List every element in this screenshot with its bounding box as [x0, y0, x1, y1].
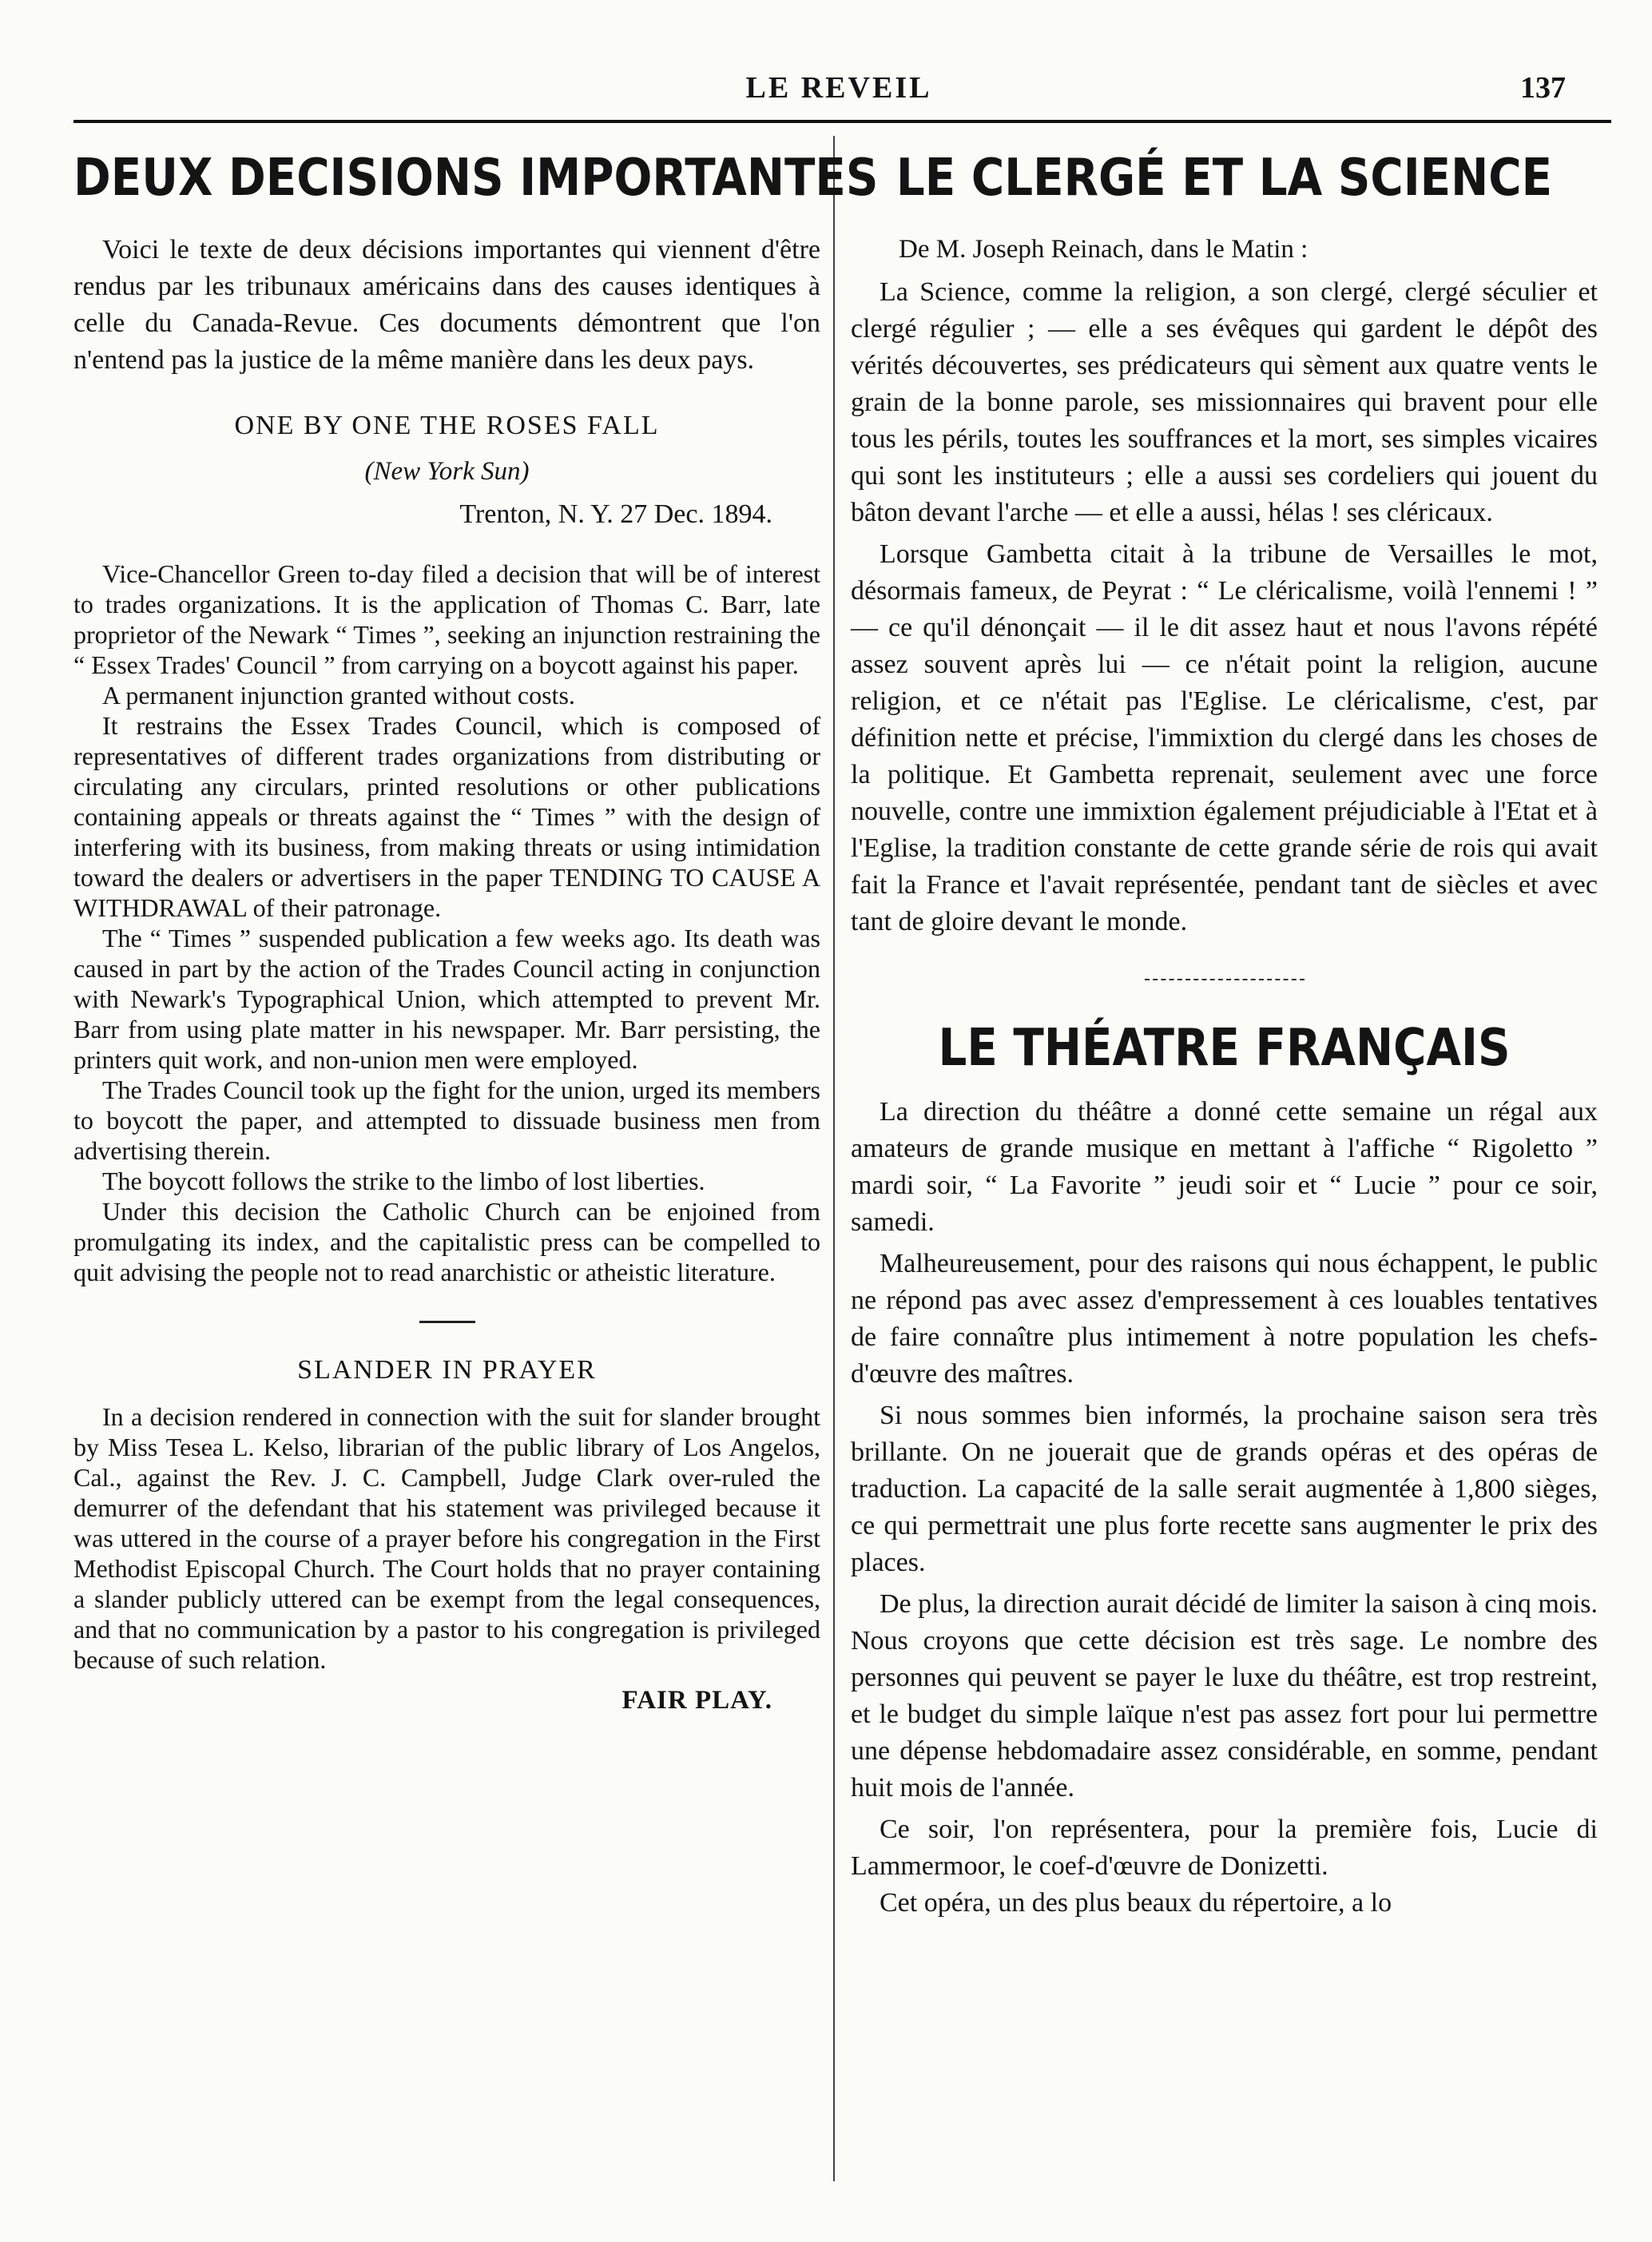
article-paragraph: Lorsque Gambetta citait à la tribune de Versailles le mot, désormais fameux, de Peyrat : “ Le cléricalisme, voilà l'ennemi ! ” — ce qu'il dénonçait — il le dit assez haut et nous l'avons répété assez souvent après lui — ce n'était point la religion, aucune religion, et ce n'était pas l'Eglise. Le cléricalisme, c'est, par définition nette et précise, l'immixtion du clergé dans les choses de la politique. Et Gambetta reprenait, seulement avec une force nouvelle, contre une immixtion également préjudiciable à l'Etat et à l'Eglise, la tradition constante de cette grande série de rois qui avait fait la France et l'avait représentée, pendant tant de siècles et avec tant de gloire devant le monde. [851, 539, 1598, 936]
page-number: 137 [1520, 71, 1566, 105]
article-paragraph: The boycott follows the strike to the limbo of lost liberties. [102, 1167, 705, 1195]
column-divider [833, 136, 835, 2181]
article-paragraph: La direction du théâtre a donné cette semaine un régal aux amateurs de grande musique en mettant à l'affiche “ Rigoletto ” mardi soir, “ La Favorite ” jeudi soir et “ Lucie ” pour ce soir, samedi. [851, 1097, 1598, 1237]
section-separator [419, 1321, 475, 1323]
header-rule [73, 120, 1611, 123]
article-source: (New York Sun) [364, 457, 530, 486]
signature: FAIR PLAY. [621, 1686, 772, 1715]
article-paragraph: In a decision rendered in connection with the suit for slander brought by Miss Tesea L. Kelso, librarian of the public library of Los Angelos, Cal., against the Rev. J. C. Campbell, Judge Clark over-ruled the demurrer of the defendant that his statement was privileged because it was uttered in the course of a prayer before his congregation in the First Methodist Episcopal Church. The Court holds that no prayer containing a slander publicly uttered can be exempt from the legal consequences, and that no communication by a pastor to his congregation is privileged because of such relation. [73, 1402, 820, 1674]
article-paragraph: The “ Times ” suspended publication a few weeks ago. Its death was caused in part by the action of the Trades Council acting in conjunction with Newark's Typographical Union, which attempted to prevent Mr. Barr from using plate matter in his newspaper. Mr. Barr persisting, the printers quit work, and non-union men were employed. [73, 924, 820, 1074]
article-paragraph: It restrains the Essex Trades Council, which is composed of representatives of different trades organizations from distributing or circulating any circulars, printed resolutions or other publications containing appeals or threats against the “ Times ” with the design of interfering with its business, from making threats or using intimidation toward the dealers or advertisers in the paper TENDING TO CAUSE A WITHDRAWAL of their patronage. [73, 711, 820, 922]
headline-clerge-science: LE CLERGÉ ET LA SCIENCE [895, 149, 1553, 208]
right-column [851, 142, 1598, 1922]
article-paragraph: Cet opéra, un des plus beaux du répertoire, a lo [880, 1888, 1392, 1918]
article-paragraph: Under this decision the Catholic Church can be enjoined from promulgating its index, and the capitalistic press can be compelled to quit advising the people not to read anarchistic or atheistic literature. [73, 1197, 820, 1286]
article-paragraph: The Trades Council took up the fight for the union, urged its members to boycott the paper, and attempted to dissuade business men from advertising therein. [73, 1075, 820, 1165]
left-column [73, 142, 879, 1715]
article-title-roses: ONE BY ONE THE ROSES FALL [234, 411, 660, 440]
newspaper-title: LE REVEIL [745, 71, 932, 105]
article-paragraph: De plus, la direction aurait décidé de limiter la saison à cinq mois. Nous croyons que cette décision est très sage. Le nombre des personnes qui peuvent se payer le luxe du théâtre, est trop restreint, et le budget du simple laïque n'est pas assez fort pour lui permettre une dépense hebdomadaire assez considérable, en somme, pendant huit mois de l'année. [851, 1589, 1598, 1803]
article-lead: De M. Joseph Reinach, dans le Matin : [899, 235, 1308, 264]
article-paragraph: A permanent injunction granted without costs. [102, 681, 575, 710]
article-dateline: Trenton, N. Y. 27 Dec. 1894. [459, 499, 772, 529]
section-separator [1145, 979, 1305, 980]
headline-deux-decisions: DEUX DECISIONS IMPORTANTES [73, 149, 879, 208]
headline-theatre-francais: LE THÉATRE FRANÇAIS [938, 1019, 1511, 1078]
article-paragraph: Si nous sommes bien informés, la prochaine saison sera très brillante. On ne jouerait que de grands opéras et des opéras de traduction. La capacité de la salle serait augmentée à 1,800 sièges, ce qui permettrait une plus forte recette sans augmenter le prix des places. [851, 1401, 1598, 1577]
page-header [80, 70, 1598, 117]
article-paragraph: Malheureusement, pour des raisons qui nous échappent, le public ne répond pas avec assez d'empressement à ces louables tentatives de faire connaître plus intimement à notre population les chefs-d'œuvre des maîtres. [851, 1249, 1598, 1389]
article-paragraph: Ce soir, l'on représentera, pour la première fois, Lucie di Lammermoor, le coef-d'œuvre de Donizetti. [851, 1815, 1598, 1881]
article-paragraph: La Science, comme la religion, a son clergé, clergé séculier et clergé régulier ; — elle a ses évêques qui gardent le dépôt des vérités découvertes, ses prédicateurs qui sèment aux quatre vents le grain de la bonne parole, ses missionnaires qui bravent pour elle tous les périls, toutes les souffrances et la mort, ses simples vicaires qui sont les instituteurs ; elle a aussi ses cordeliers qui jouent du bâton devant l'arche — et elle a aussi, hélas ! ses cléricaux. [851, 277, 1598, 527]
article-paragraph: Vice-Chancellor Green to-day filed a decision that will be of interest to trades organizations. It is the application of Thomas C. Barr, late proprietor of the Newark “ Times ”, seeking an injunction restraining the “ Essex Trades' Council ” from carrying on a boycott against his paper. [73, 559, 820, 679]
intro-paragraph: Voici le texte de deux décisions importantes qui viennent d'être rendus par les tribunaux américains dans des causes identiques à celle du Canada-Revue. Ces documents démontrent que l'on n'entend pas la justice de la même manière dans les deux pays. [73, 235, 820, 375]
article-title-slander: SLANDER IN PRAYER [297, 1355, 597, 1385]
